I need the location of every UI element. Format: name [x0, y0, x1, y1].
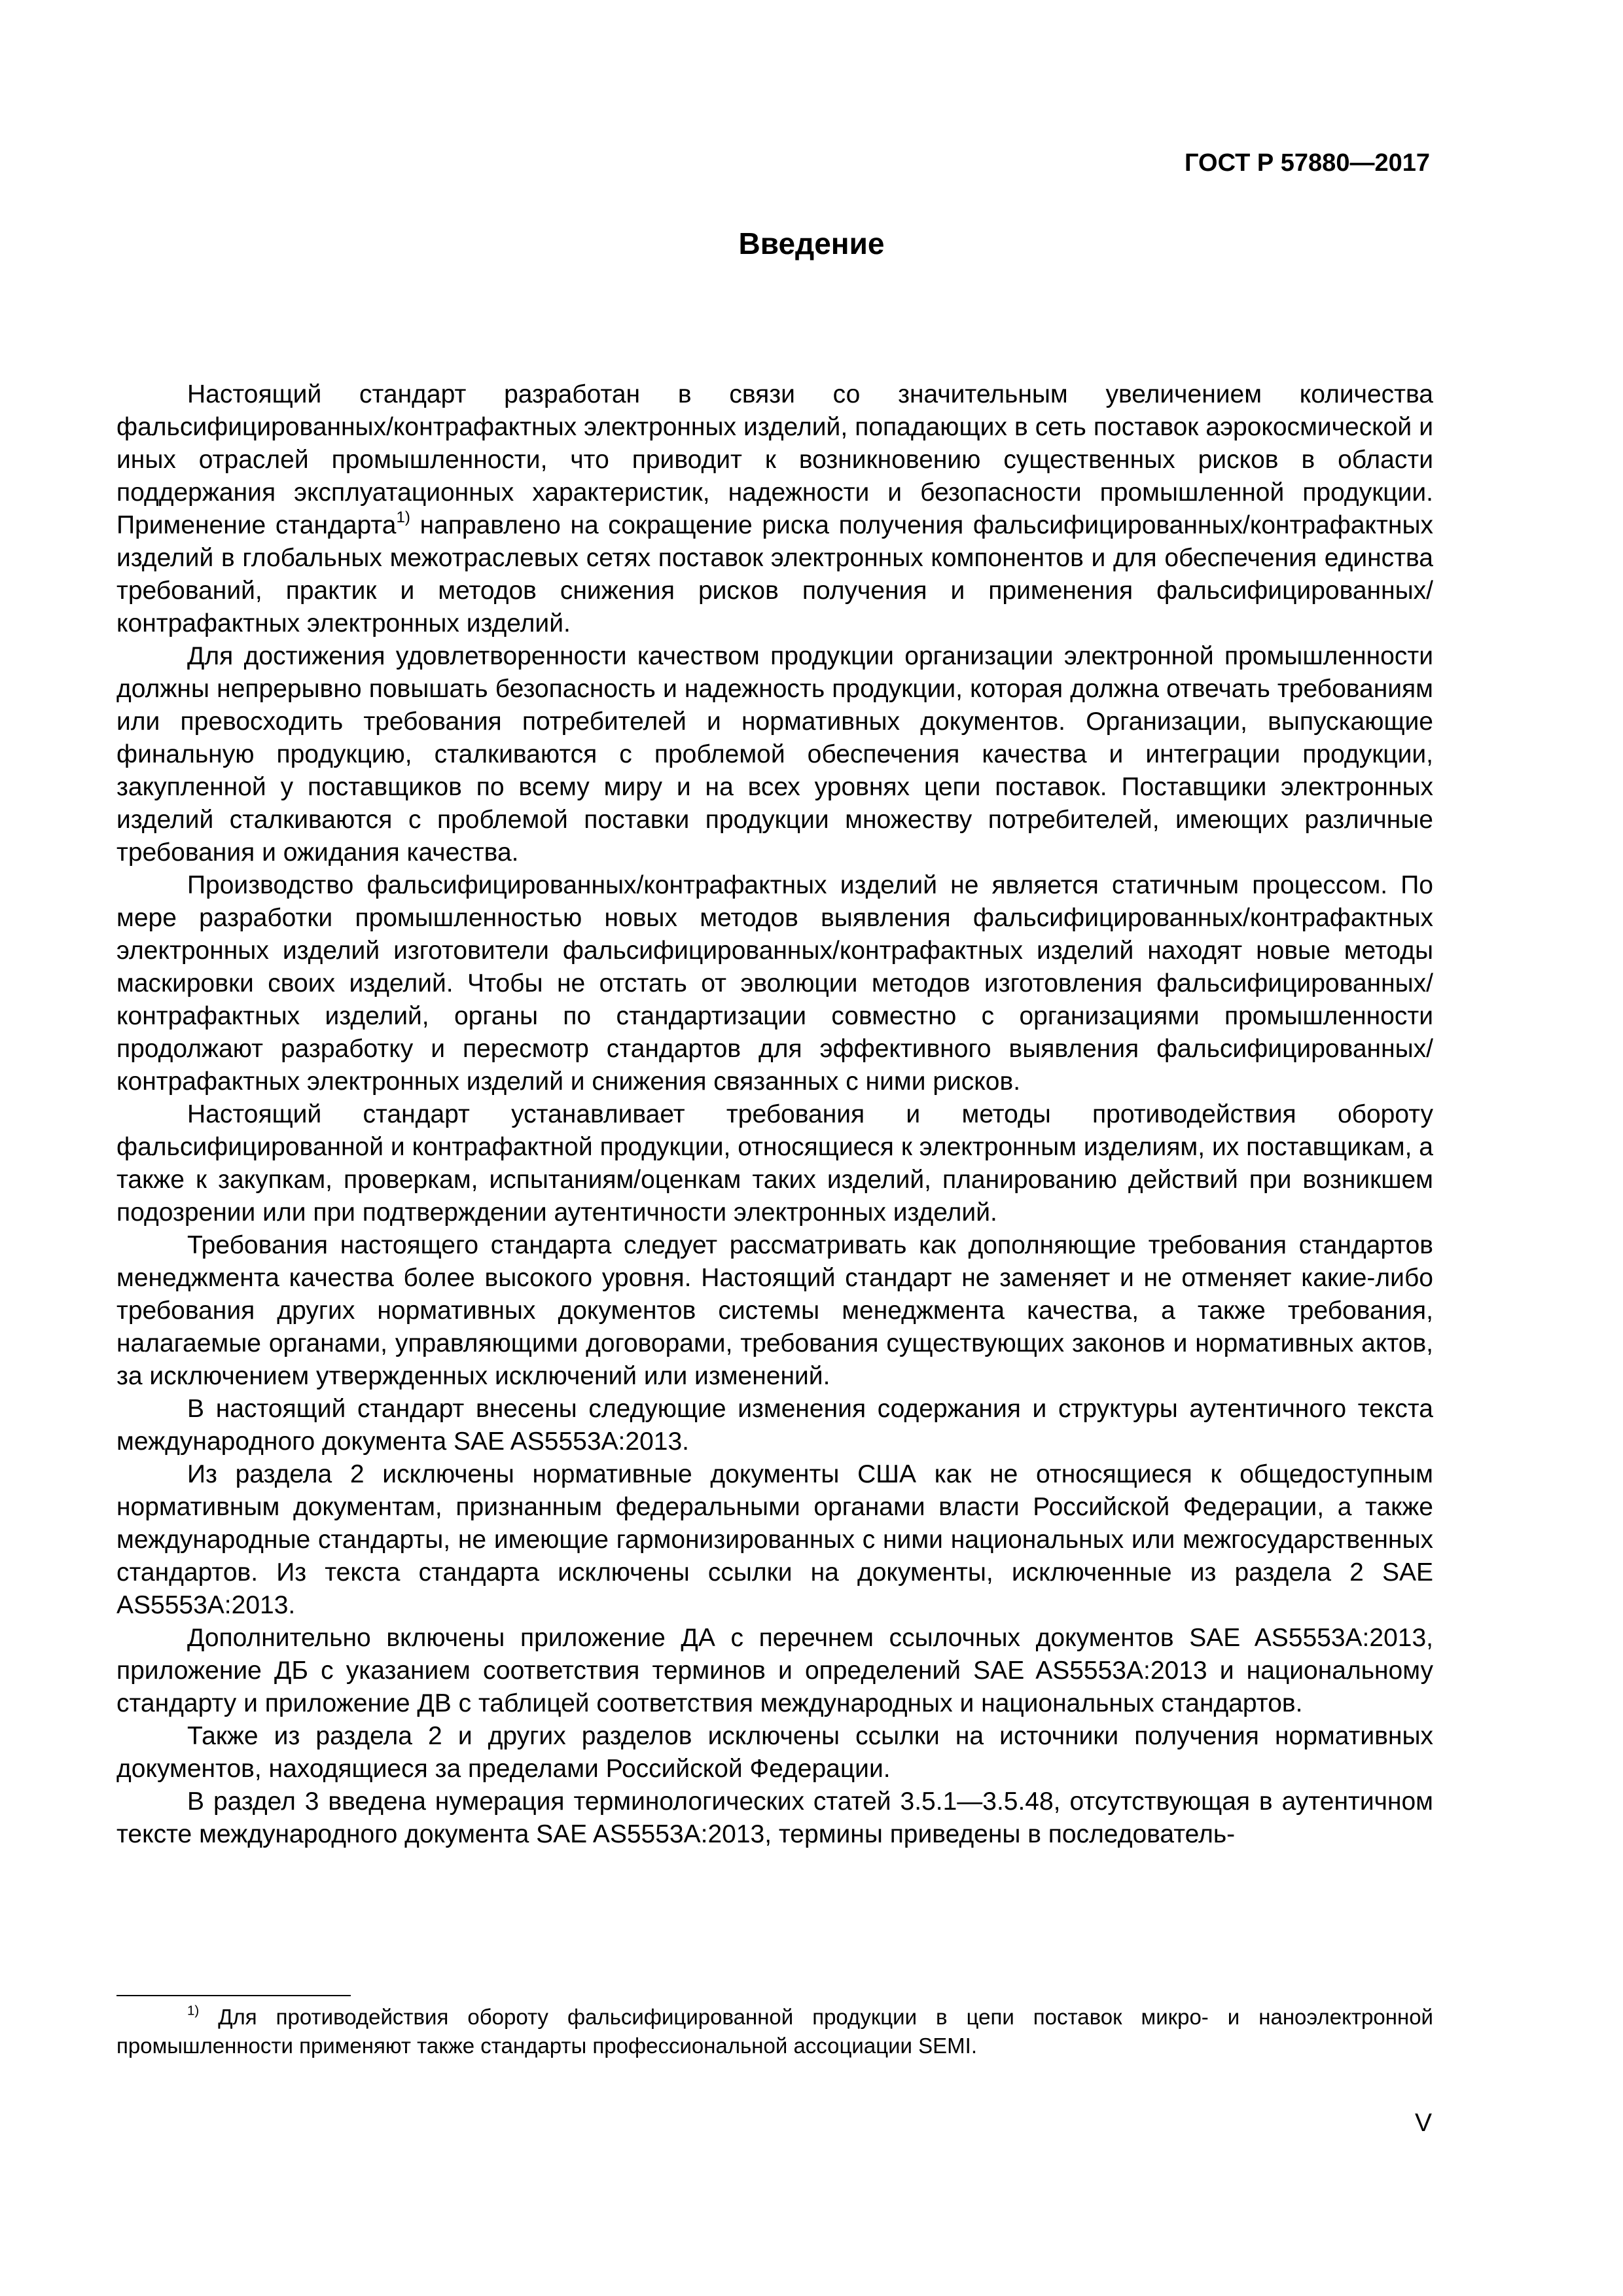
- section-title: Введение: [738, 226, 885, 260]
- paragraph: В раздел 3 введена нумерация терминологических статей 3.5.1—3.5.48, отсутствующая в аутентичном тексте международного документа SAE AS5553A:2013, термины приведены в последователь-: [116, 1787, 1433, 1848]
- footnote: [116, 2003, 1433, 2060]
- document-code: ГОСТ Р 57880—2017: [1185, 149, 1430, 177]
- footnote-mark: 1): [396, 509, 410, 527]
- footnote-divider: [116, 1995, 351, 1996]
- page-number: V: [1414, 2109, 1432, 2137]
- paragraph: Для достижения удовлетворенности качеством продукции организации электронной промышленности должны непрерывно повышать безопасность и надежность продукции, которая должна отвечать требованиям или превосходить требования потребителей и нормативных документов. Организации, выпускающие финальную продукцию, сталкиваются с проблемой обеспечения качества и интеграции продукции, закупленной у поставщиков по всему миру и на всех уровнях цепи поставок. Поставщики электронных изделий сталкиваются с проблемой поставки продукции множеству потребителей, имеющих различные требования и ожидания качества.: [116, 642, 1433, 867]
- paragraph: Дополнительно включены приложение ДА с перечнем ссылочных документов SAE AS5553A:2013, приложение ДБ с указанием соответствия терминов и определений SAE AS5553A:2013 и национальному стандарту и приложение ДВ с таблицей соответствия международных и национальных стандартов.: [116, 1624, 1433, 1717]
- paragraph: Также из раздела 2 и других разделов исключены ссылки на источники получения нормативных документов, находящиеся за пределами Российской Федерации.: [116, 1722, 1433, 1783]
- paragraph: Требования настоящего стандарта следует рассматривать как дополняющие требования стандартов менеджмента качества более высокого уровня. Настоящий стандарт не заменяет и не отменяет какие-либо требования других нормативных документов системы менеджмента качества, а также требования, налагаемые органами, управляющими договорами, требования существующих законов и нормативных актов, за исключением утвержденных исключений или изменений.: [116, 1231, 1433, 1390]
- paragraph: [116, 378, 1433, 640]
- paragraph: Производство фальсифицированных/контрафактных изделий не является статичным процессом. По мере разработки промышленностью новых методов выявления фальсифицированных/контрафактных электронных изделий изготовители фальсифицированных/контрафактных изделий находят новые методы маскировки своих изделий. Чтобы не отстать от эволюции методов изготовления фальсифицированных/контрафактных изделий, органы по стандартизации совместно с организациями промышленности продолжают разработку и пересмотр стандартов для эффективного выявления фальсифицированных/контрафактных электронных изделий и снижения связанных с ними рисков.: [116, 871, 1433, 1096]
- paragraph: Настоящий стандарт устанавливает требования и методы противодействия обороту фальсифицированной и контрафактной продукции, относящиеся к электронным изделиям, их поставщикам, а также к закупкам, проверкам, испытаниям/оценкам таких изделий, планированию действий при возникшем подозрении или при подтверждении аутентичности электронных изделий.: [116, 1100, 1433, 1227]
- paragraph-text: Настоящий стандарт разработан в связи со значительным увеличением количества фальсифицированных/контрафактных электронных изделий, попадающих в сеть поставок аэрокосмической и иных отраслей промышленности, что приводит к возникновению существенных рисков в области поддержания эксплуатационных характеристик, надежности и безопасности промышленной продукции. Применение стандарта: [116, 380, 1433, 539]
- paragraph-text: направлено на сокращение риска получения фальсифицированных/контрафактных изделий в глобальных межотраслевых сетях поставок электронных компонентов и для обеспечения единства требований, практик и методов снижения рисков получения и применения фальсифицированных/контрафактных электронных изделий.: [116, 511, 1433, 637]
- paragraph: Из раздела 2 исключены нормативные документы США как не относящиеся к общедоступным нормативным документам, признанным федеральными органами власти Российской Федерации, а также международные стандарты, не имеющие гармонизированных с ними национальных или межгосударственных стандартов. Из текста стандарта исключены ссылки на документы, исключенные из раздела 2 SAE AS5553A:2013.: [116, 1460, 1433, 1619]
- paragraph: В настоящий стандарт внесены следующие изменения содержания и структуры аутентичного текста международного документа SAE AS5553A:2013.: [116, 1395, 1433, 1456]
- body-text: [116, 378, 1433, 1851]
- footnote-text: Для противодействия обороту фальсифицированной продукции в цепи поставок микро- и наноэлектронной промышленности применяют также стандарты профессиональной ассоциации SEMI.: [116, 2005, 1433, 2058]
- footnote-mark: 1): [187, 2003, 200, 2018]
